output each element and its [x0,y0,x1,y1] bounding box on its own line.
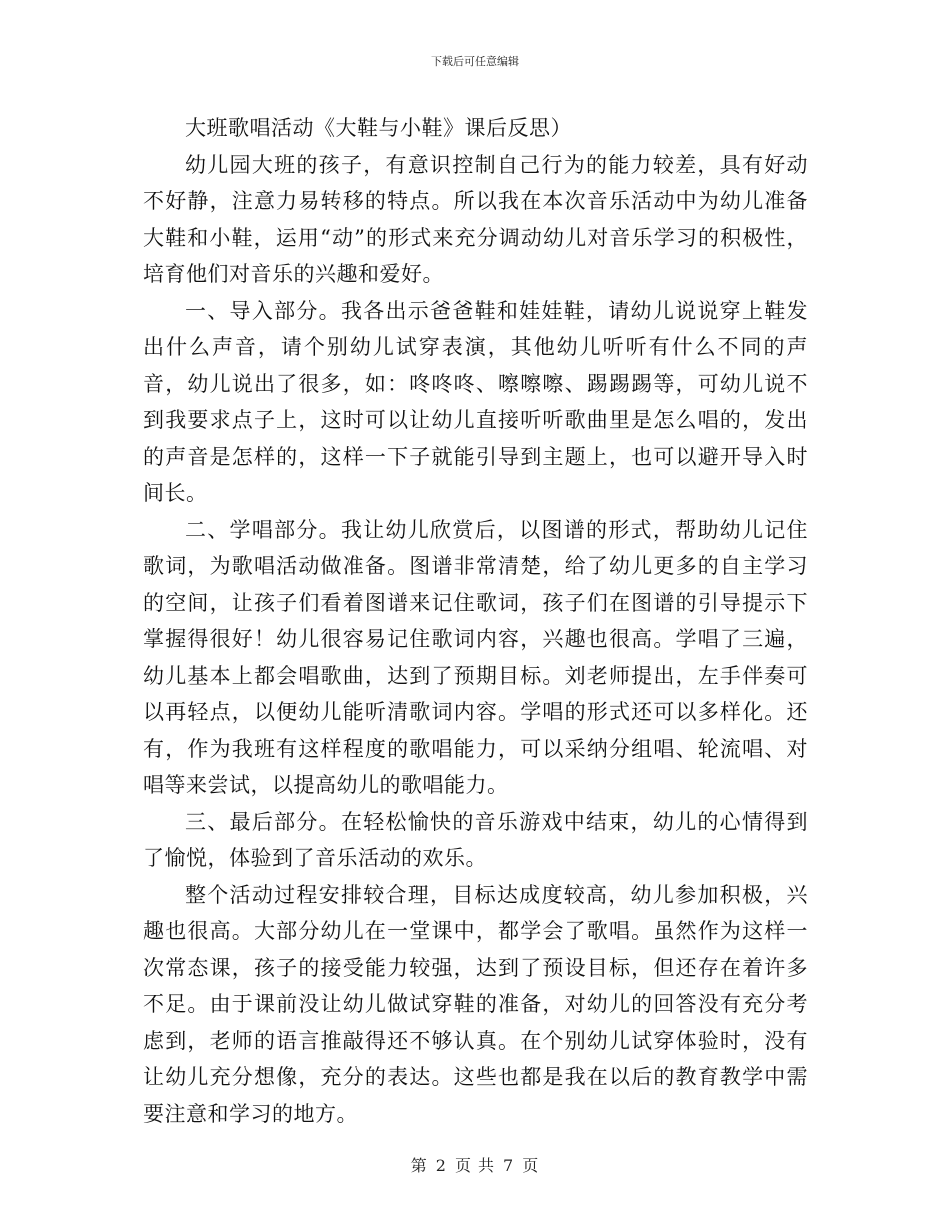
page-footer [0,1153,950,1176]
document-title: 大班歌唱活动《大鞋与小鞋》课后反思） [185,116,572,140]
paragraph-part-two: 二、学唱部分。我让幼儿欣赏后，以图谱的形式，帮助幼儿记住歌词，为歌唱活动做准备。图谱非常清楚，给了幼儿更多的自主学习的空间，让孩子们看着图谱来记住歌词，孩子们在图谱的引导提示下掌握得很好！幼儿很容易记住歌词内容，兴趣也很高。学唱了三遍，幼儿基本上都会唱歌曲，达到了预期目标。刘老师提出，左手伴奏可以再轻点，以便幼儿能听清歌词内容。学唱的形式还可以多样化。还有，作为我班有这样程度的歌唱能力，可以采纳分组唱、轮流唱、对唱等来尝试，以提高幼儿的歌唱能力。 [143,517,808,797]
paragraph-intro: 幼儿园大班的孩子，有意识控制自己行为的能力较差，具有好动不好静，注意力易转移的特点。所以我在本次音乐活动中为幼儿准备大鞋和小鞋，运用“动”的形式来充分调动幼儿对音乐学习的积极性，培育他们对音乐的兴趣和爱好。 [143,152,808,286]
page-header-note: 下载后可任意编辑 [431,55,519,68]
document-body [143,110,808,1132]
footer-current-page: 2 [435,1156,447,1175]
footer-prefix: 第 [410,1156,428,1175]
paragraph-summary: 整个活动过程安排较合理，目标达成度较高，幼儿参加积极，兴趣也很高。大部分幼儿在一堂课中，都学会了歌唱。虽然作为这样一次常态课，孩子的接受能力较强，达到了预设目标，但还存在着许多不足。由于课前没让幼儿做试穿鞋的准备，对幼儿的回答没有充分考虑到，老师的语言推敲得还不够认真。在个别幼儿试穿体验时，没有让幼儿充分想像，充分的表达。这些也都是我在以后的教育教学中需要注意和学习的地方。 [143,882,808,1126]
footer-suffix: 页 [522,1156,540,1175]
paragraph-part-three: 三、最后部分。在轻松愉快的音乐游戏中结束，幼儿的心情得到了愉悦，体验到了音乐活动的欢乐。 [143,809,808,870]
paragraph-part-one: 一、导入部分。我各出示爸爸鞋和娃娃鞋，请幼儿说说穿上鞋发出什么声音，请个别幼儿试穿表演，其他幼儿听听有什么不同的声音，幼儿说出了很多，如：咚咚咚、嚓嚓嚓、踢踢踢等，可幼儿说不到我要求点子上，这时可以让幼儿直接听听歌曲里是怎么唱的，发出的声音是怎样的，这样一下子就能引导到主题上，也可以避开导入时间长。 [143,298,808,505]
footer-total-pages: 7 [503,1156,515,1175]
footer-middle: 页 共 [454,1156,496,1175]
